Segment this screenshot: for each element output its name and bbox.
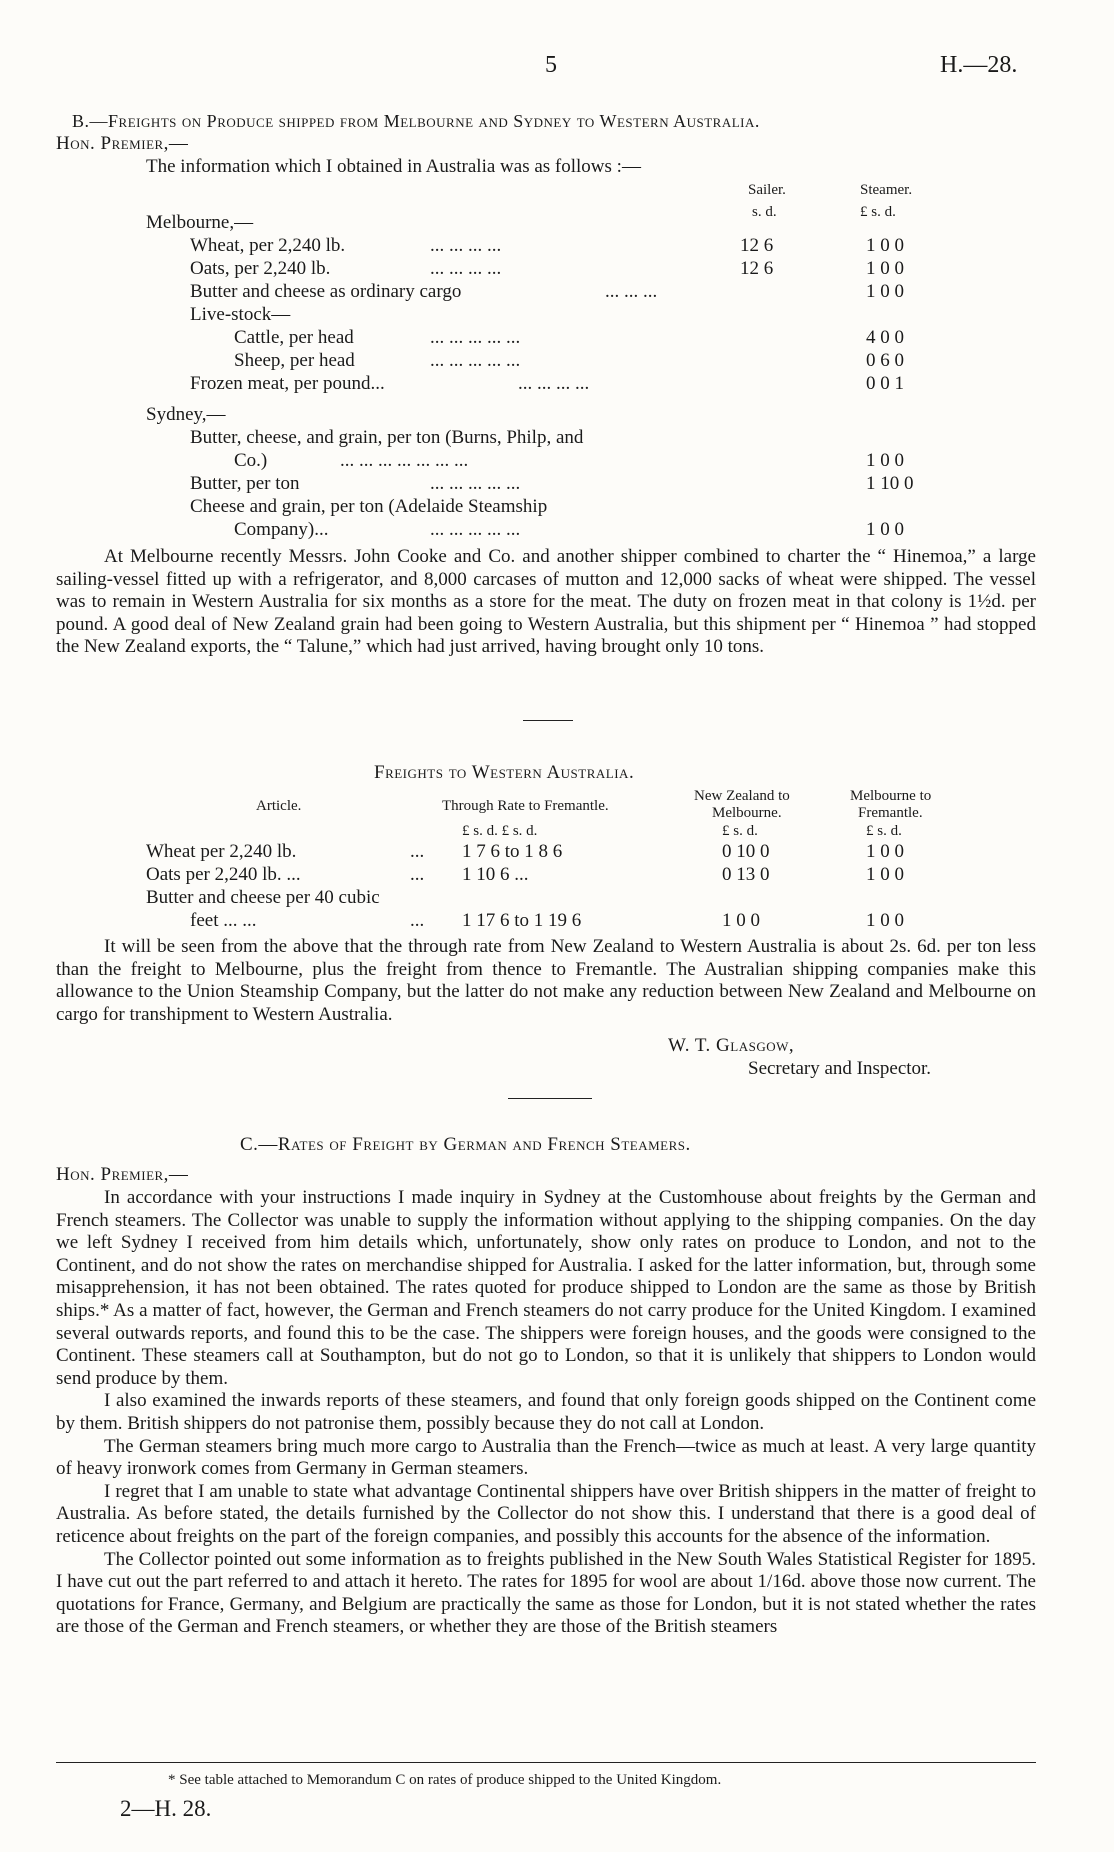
steamer-rate: 4 0 0 [866, 327, 904, 348]
list-item: Oats, per 2,240 lb. [190, 258, 331, 279]
leader-dots: ... [410, 910, 425, 931]
leader-dots: ... ... ... [605, 281, 658, 302]
column-header-steamer: Steamer. [860, 182, 913, 198]
section-c-salutation: Hon. Premier,— [56, 1164, 189, 1185]
leader-dots: ... ... ... ... [430, 235, 502, 256]
column-header-melbourne-line2: Fremantle. [858, 805, 923, 821]
table-row-article: feet ... ... [190, 910, 257, 931]
table-cell-melbourne: 1 0 0 [866, 841, 904, 862]
leader-dots: ... ... ... ... ... [430, 473, 521, 494]
table-cell-through-rate: 1 17 6 to 1 19 6 [462, 910, 582, 931]
table-cell-nz: 0 13 0 [722, 864, 770, 885]
list-item: Cheese and grain, per ton (Adelaide Steamship [190, 496, 548, 517]
steamer-rate: 0 0 1 [866, 373, 904, 394]
subheader-steamer: £ s. d. [860, 204, 896, 220]
column-header-melbourne-line1: Melbourne to [850, 788, 932, 804]
list-item: Butter, cheese, and grain, per ton (Burns, Philp, and [190, 427, 584, 448]
footnote-rule [56, 1762, 1036, 1763]
footer-reference: 2—H. 28. [120, 1796, 212, 1821]
list-item: Sheep, per head [234, 350, 355, 371]
leader-dots: ... ... ... ... ... [430, 519, 521, 540]
column-header-through-rate: Through Rate to Fremantle. [442, 798, 609, 814]
table-row-article: Butter and cheese per 40 cubic [146, 887, 380, 908]
table-cell-through-rate: 1 10 6 ... [462, 864, 529, 885]
table-cell-nz: 1 0 0 [722, 910, 760, 931]
column-header-nz-line1: New Zealand to [694, 788, 790, 804]
subheader-melbourne: £ s. d. [866, 823, 902, 839]
leader-dots: ... ... ... ... ... [430, 327, 521, 348]
list-item: Frozen meat, per pound... [190, 373, 385, 394]
steamer-rate: 0 6 0 [866, 350, 904, 371]
table-row-article: Wheat per 2,240 lb. [146, 841, 297, 862]
freights-table-title: Freights to Western Australia. [374, 762, 635, 783]
subheader-sailer: s. d. [752, 204, 777, 220]
steamer-rate: 1 0 0 [866, 281, 904, 302]
list-item: Cattle, per head [234, 327, 354, 348]
paragraph-text: I also examined the inwards reports of these steamers, and found that only foreign goods shipped on the Continent come by them. British shippers do not patronise them, possibly because they do not call at London. [56, 1390, 1036, 1434]
section-b-intro: The information which I obtained in Australia was as follows :— [146, 156, 641, 177]
list-item: Co.) [234, 450, 268, 471]
section-c-body [56, 1187, 1036, 1639]
sailer-rate: 12 6 [740, 258, 774, 279]
leader-dots: ... [410, 841, 425, 862]
section-b-paragraph [56, 546, 1036, 659]
list-item: Melbourne,— [146, 212, 254, 233]
page-number: 5 [545, 52, 557, 78]
paragraph-text: The Collector pointed out some information as to freights published in the New South Wales Statistical Register for 1895. I have cut out the part referred to and attach it hereto. The rates for 1895 for wool are about 1/16d. above those now current. The quotations for France, Germany, and Belgium are practically the same as those for London, but it is not stated whether the rates are those of the German and French steamers, or whether they are those of the British steamers [56, 1548, 1036, 1638]
leader-dots: ... [410, 864, 425, 885]
paragraph-text: It will be seen from the above that the through rate from New Zealand to Western Australia is about 2s. 6d. per ton less than the freight to Melbourne, plus the freight from thence to Fremantle. The Australian shipping companies make this allowance to the Union Steamship Company, but the latter do not make any reduction between New Zealand and Melbourne on cargo for transhipment to Western Australia. [56, 936, 1036, 1025]
column-header-nz-line2: Melbourne. [712, 805, 782, 821]
column-header-sailer: Sailer. [748, 182, 786, 198]
leader-dots: ... ... ... ... [430, 258, 502, 279]
subheader-nz: £ s. d. [722, 823, 758, 839]
table-row-article: Oats per 2,240 lb. ... [146, 864, 301, 885]
leader-dots: ... ... ... ... [518, 373, 590, 394]
table-cell-melbourne: 1 0 0 [866, 864, 904, 885]
paragraph-text: At Melbourne recently Messrs. John Cooke and Co. and another shipper combined to charter the “ Hinemoa,” a large sailing-vessel fitted up with a refrigerator, and 8,000 carcases of mutton and 12,000 sacks of wheat were shipped. The vessel was to remain in Western Australia for six months as a store for the meat. The duty on frozen meat in that colony is 1½d. per pound. A good deal of New Zealand grain had been going to Western Australia, but this shipment per “ Hinemoa ” had stopped the New Zealand exports, the “ Talune,” which had just arrived, having brought only 10 tons. [56, 546, 1036, 658]
freights-paragraph [56, 936, 1036, 1026]
table-cell-nz: 0 10 0 [722, 841, 770, 862]
steamer-rate: 1 0 0 [866, 235, 904, 256]
paragraph-text: I regret that I am unable to state what advantage Continental shippers have over British shippers in the matter of freight to Australia. As before stated, the details furnished by the Collector do not show this. I understand that there is a good deal of reticence about freights on the part of the foreign companies, and possibly this accounts for the absence of the information. [56, 1480, 1036, 1547]
list-item: Company)... [234, 519, 329, 540]
paragraph-text: In accordance with your instructions I made inquiry in Sydney at the Customhouse about freights by the German and French steamers. The Collector was unable to supply the information without applying to the shipping companies. On the day we left Sydney I received from him details which, unfortunately, show only rates on produce to London, and not to the Continent, and do not show the rates on merchandise shipped for Australia. I asked for the latter information, but, through some misapprehension, it has not been obtained. The rates quoted for produce shipped to London are the same as those by British ships.* As a matter of fact, however, the German and French steamers do not carry produce for the United Kingdom. I examined several outwards reports, and found this to be the case. The shippers were foreign houses, and the goods were consigned to the Continent. These steamers call at Southampton, but do not go to London, so that it is unlikely that shippers to London would send produce by them. [56, 1187, 1036, 1389]
list-item: Butter and cheese as ordinary cargo [190, 281, 462, 302]
document-reference: H.—28. [940, 52, 1018, 78]
list-item: Live-stock— [190, 304, 291, 325]
signature-title: Secretary and Inspector. [748, 1058, 932, 1079]
leader-dots: ... ... ... ... ... ... ... [340, 450, 469, 471]
list-item: Butter, per ton [190, 473, 300, 494]
list-item: Sydney,— [146, 404, 226, 425]
column-header-article: Article. [256, 798, 302, 814]
sailer-rate: 12 6 [740, 235, 774, 256]
section-c-title: C.—Rates of Freight by German and French Steamers. [240, 1134, 691, 1155]
table-cell-through-rate: 1 7 6 to 1 8 6 [462, 841, 563, 862]
steamer-rate: 1 0 0 [866, 519, 904, 540]
footnote: * See table attached to Memorandum C on rates of produce shipped to the United Kingdom. [168, 1772, 722, 1788]
table-cell-melbourne: 1 0 0 [866, 910, 904, 931]
subheader-through-rate: £ s. d. £ s. d. [462, 823, 538, 839]
section-b-title: B.—Freights on Produce shipped from Melbourne and Sydney to Western Australia. [72, 111, 760, 131]
divider [523, 720, 573, 721]
paragraph-text: The German steamers bring much more cargo to Australia than the French—twice as much at least. A very large quantity of heavy ironwork comes from Germany in German steamers. [56, 1435, 1036, 1480]
section-b-salutation: Hon. Premier,— [56, 133, 189, 154]
steamer-rate: 1 0 0 [866, 258, 904, 279]
steamer-rate: 1 10 0 [866, 473, 914, 494]
steamer-rate: 1 0 0 [866, 450, 904, 471]
list-item: Wheat, per 2,240 lb. [190, 235, 346, 256]
divider [508, 1098, 592, 1099]
signature-name: W. T. Glasgow, [668, 1035, 795, 1056]
leader-dots: ... ... ... ... ... [430, 350, 521, 371]
